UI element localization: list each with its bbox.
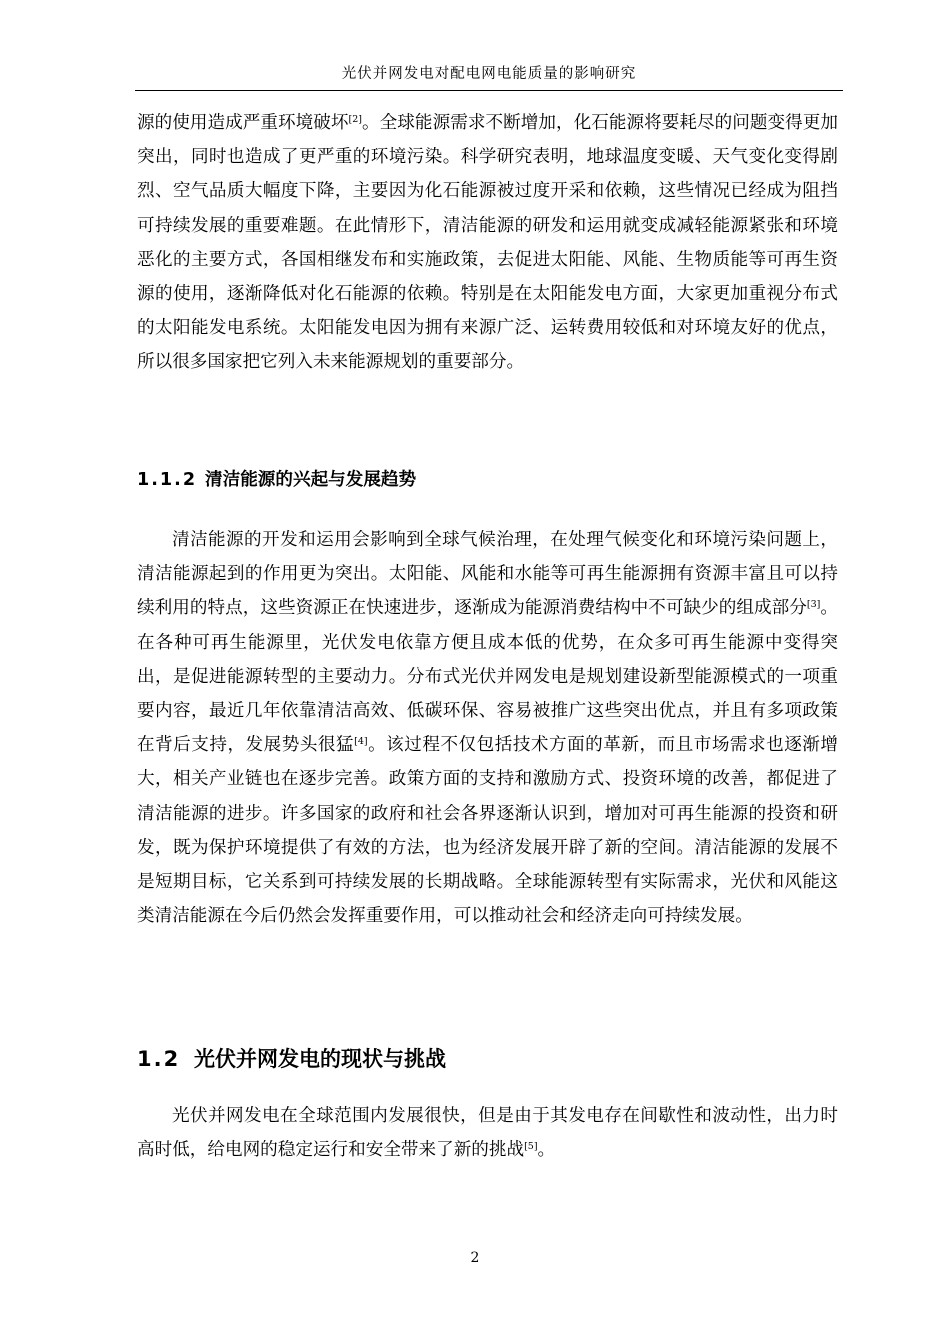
- paragraph-text: 。该过程不仅包括技术方面的革新，而且市场需求也逐渐增大，相关产业链也在逐步完善。政策方面的支持和激励方式、投资环境的改善，都促进了清洁能源的进步。许多国家的政府和社会各界逐渐认识到，增加对可再生能源的投资和研发，既为保护环境提供了有效的方法，也为经济发展开辟了新的空间。清洁能源的发展不是短期目标，它关系到可持续发展的长期战略。全球能源转型有实际需求，光伏和风能这类清洁能源在今后仍然会发挥重要作用，可以推动社会和经济走向可持续发展。: [137, 735, 838, 927]
- paragraph-text: 光伏并网发电在全球范围内发展很快，但是由于其发电存在间歇性和波动性，出力时高时低，给电网的稳定运行和安全带来了新的挑战: [137, 1106, 838, 1161]
- citation-ref: [5]: [524, 1141, 538, 1153]
- citation-ref: [3]: [806, 599, 821, 611]
- section-heading-1-2: [137, 1043, 446, 1073]
- section-title: 光伏并网发电的现状与挑战: [194, 1047, 446, 1071]
- paragraph-pv-grid: [137, 1099, 838, 1167]
- running-header: 光伏并网发电对配电网电能质量的影响研究: [341, 66, 637, 82]
- section-title: 清洁能源的兴起与发展趋势: [205, 470, 417, 490]
- page-number: 2: [470, 1250, 480, 1266]
- section-number: 1.2: [137, 1047, 181, 1071]
- paragraph-text: 。: [537, 1140, 556, 1161]
- paragraph-text: 源的使用造成严重环境破坏: [137, 113, 349, 133]
- citation-ref: [4]: [354, 736, 368, 748]
- section-heading-1-1-2: [137, 466, 416, 491]
- paragraph-text: 。全球能源需求不断增加，化石能源将要耗尽的问题变得更加突出，同时也造成了更严重的环境污染。科学研究表明，地球温度变暖、天气变化变得剧烈、空气品质大幅度下降，主要因为化石能源被过度开采和依赖，这些情况已经成为阻挡可持续发展的重要难题。在此情形下，清洁能源的研发和运用就变成减轻能源紧张和环境恶化的主要方式，各国相继发布和实施政策，去促进太阳能、风能、生物质能等可再生资源的使用，逐渐降低对化石能源的依赖。特别是在太阳能发电方面，大家更加重视分布式的太阳能发电系统。太阳能发电因为拥有来源广泛、运转费用较低和对环境友好的优点，所以很多国家把它列入未来能源规划的重要部分。: [137, 113, 838, 373]
- section-number: 1.1.2: [137, 470, 198, 490]
- paragraph-clean-energy: [137, 523, 838, 933]
- header-divider: [135, 90, 843, 91]
- paragraph-continuation: [137, 106, 838, 380]
- paragraph-text: 清洁能源的开发和运用会影响到全球气候治理，在处理气候变化和环境污染问题上，清洁能源起到的作用更为突出。太阳能、风能和水能等可再生能源拥有资源丰富且可以持续利用的特点，这些资源正在快速进步，逐渐成为能源消费结构中不可缺少的组成部分: [137, 530, 838, 619]
- citation-ref: [2]: [348, 114, 363, 125]
- paragraph-text: 。在各种可再生能源里，光伏发电依靠方便且成本低的优势，在众多可再生能源中变得突出，是促进能源转型的主要动力。分布式光伏并网发电是规划建设新型能源模式的一项重要内容，最近几年依靠清洁高效、低碳环保、容易被推广这些突出优点，并且有多项政策在背后支持，发展势头很猛: [137, 598, 838, 756]
